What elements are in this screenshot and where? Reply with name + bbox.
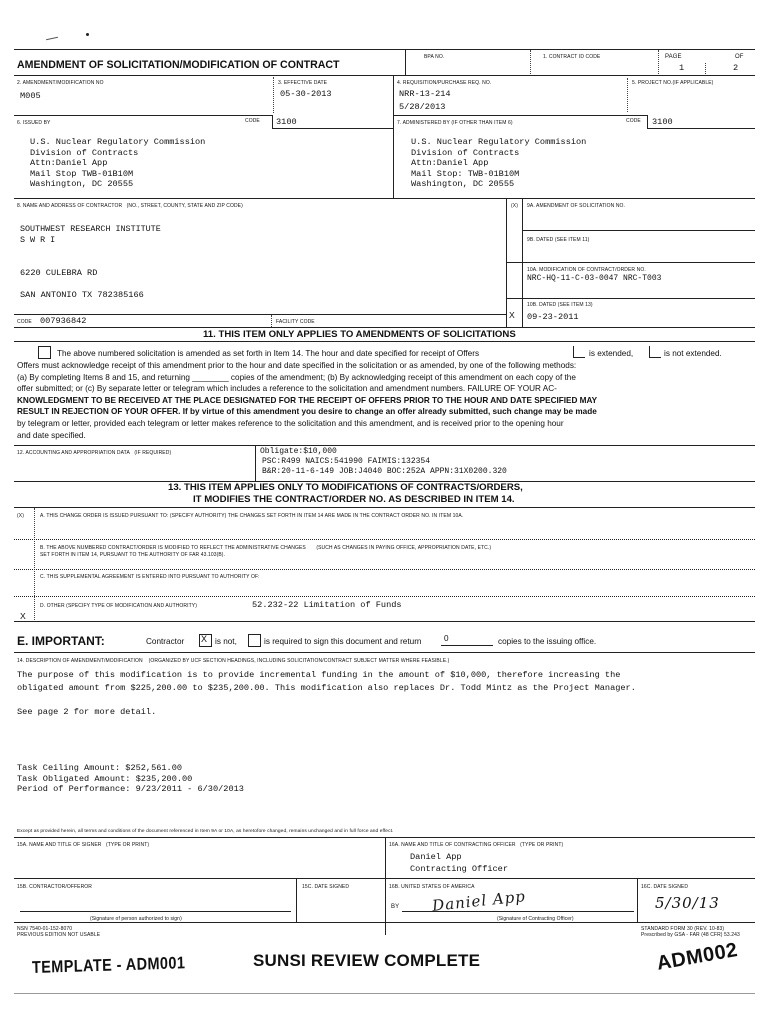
issued-by-address: U.S. Nuclear Regulatory Commission Division of Contracts Attn:Daniel App Mail Stop TWB-01B10M Washington, DC 20555 (30, 137, 206, 189)
l16b-label: 16B. UNITED STATES OF AMERICA (389, 884, 475, 890)
requisition-no: NRR-13-214 (399, 89, 451, 99)
item13-title-2: IT MODIFIES THE CONTRACT/ORDER NO. AS DESCRIBED IN ITEM 14. (193, 494, 515, 505)
accounting-label: 12. ACCOUNTING AND APPROPRIATION DATA (IF REQUIRED) (17, 450, 172, 456)
officer-name: Daniel App (410, 852, 462, 862)
item10a-value: NRC-HQ-11-C-03-0047 NRC-T003 (527, 274, 662, 283)
item11-line1: The above numbered solicitation is amended as set forth in Item 14. The hour and date specified for receipt of Offers (57, 349, 480, 358)
administered-by-address: U.S. Nuclear Regulatory Commission Division of Contracts Attn:Daniel App Mail Stop: TWB-01B10M Washington, DC 20555 (411, 137, 587, 189)
of-label: OF (735, 54, 744, 60)
admin-code-label: CODE (626, 118, 641, 124)
l16b-sub: (Signature of Contracting Officer) (497, 916, 574, 922)
scan-dot (86, 33, 89, 36)
item14-label: 14. DESCRIPTION OF AMENDMENT/MODIFICATION (ORGANIZED BY UCF SECTION HEADINGS, INCLUDING SOLICITATION/CONTRACT SUBJECT MATTER WHERE FEASIBLE.) (17, 658, 450, 664)
item13-d-mark: X (20, 611, 26, 621)
l15b-label: 15B. CONTRACTOR/OFFEROR (17, 884, 92, 890)
issued-code-label: CODE (245, 118, 260, 124)
page-total: 2 (733, 63, 739, 73)
amendment-no-label: 2. AMENDMENT/MODIFICATION NO (17, 80, 104, 86)
contractor-code-label: CODE (17, 319, 32, 325)
bpa-label: BPA NO. (424, 54, 445, 60)
item14-description: The purpose of this modification is to provide incremental funding in the amount of $10,000, therefore increasing the obligated amount from $225,200.00 to $235,200.00. This modification also replaces Dr. Todd Mintz as the Project Manager. See page 2 for more detail. (17, 670, 636, 717)
item9b-label: 9B. DATED (SEE ITEM 11) (527, 237, 590, 243)
contract-id-label: 1. CONTRACT ID CODE (543, 54, 601, 60)
item13-x-label: (X) (17, 513, 24, 519)
scan-mark (46, 37, 58, 40)
item11-body: Offers must acknowledge receipt of this amendment prior to the hour and date specified in the solicitation or as amended, by one of the following methods: (a) By completing Items 8 and 15, and returning ________ copies of the amendment; (b) By acknowledging receipt of this amendment on each copy of the offer submitted; or (c) By separate letter or telegram which includes a reference to the solicitation and amendment numbers. FAILURE OF YOUR AC- KNOWLEDGMENT TO BE RECEIVED AT THE PLACE DESIGNATED FOR THE RECEIPT OF OFFERS PRIOR TO THE HOUR AND DATE SPECIFIED MAY RESULT IN REJECTION OF YOUR OFFER. If by virtue of this amendment you desire to change an offer already submitted, such change may be made by telegram or letter, provided each telegram or letter makes reference to the solicitation and this amendment, and is received prior to the opening hour and date specified. (17, 361, 598, 440)
item-x-label: (X) (511, 203, 518, 209)
extended-text: is extended, (589, 349, 634, 358)
l15a-label: 15A. NAME AND TITLE OF SIGNER (TYPE OR PRINT) (17, 842, 150, 848)
l15b-sub: (Signature of person authorized to sign) (90, 916, 182, 922)
effective-date: 05-30-2013 (280, 89, 332, 99)
contractor-name: SOUTHWEST RESEARCH INSTITUTE S W R I (20, 224, 161, 245)
issued-by-label: 6. ISSUED BY (17, 120, 51, 126)
by-label: BY (391, 904, 400, 910)
is-required-text: is required to sign this document and return (264, 637, 422, 646)
prescribed-text: Prescribed by GSA - FAR (48 CFR) 53.243 (641, 932, 740, 938)
important-contractor: Contractor (146, 637, 185, 646)
is-not-mark: X (201, 634, 208, 644)
item13-d-value: 52.232-22 Limitation of Funds (252, 600, 402, 610)
page-number: 1 (679, 63, 685, 73)
item10a-label: 10A. MODIFICATION OF CONTRACT/ORDER NO. (527, 267, 646, 273)
form-title: AMENDMENT OF SOLICITATION/MODIFICATION OF CONTRACT (17, 59, 340, 71)
amendment-no: M005 (20, 91, 41, 101)
facility-code-label: FACILITY CODE (276, 319, 315, 325)
l16c-label: 16C. DATE SIGNED (641, 884, 689, 890)
item13-b-text-2: SET FORTH IN ITEM 14, PURSUANT TO THE AUTHORITY OF FAR 43.103(B). (40, 552, 226, 558)
item13-d-text: D. OTHER (SPECIFY TYPE OF MODIFICATION AND AUTHORITY) (40, 603, 197, 609)
accounting-data: Obligate:$10,000 PSC:R499 NAICS:541990 FAIMIS:132354 B&R:20-11-6-149 JOB:J4040 BOC:252A APPN:31X0200.320 (260, 447, 507, 476)
contractor-code: 007936842 (40, 316, 87, 326)
nsn-text: NSN 7540-01-152-8070 (17, 926, 73, 932)
extended-checkbox[interactable] (573, 346, 585, 358)
is-required-checkbox[interactable] (248, 634, 261, 647)
not-extended-checkbox[interactable] (649, 346, 661, 358)
admin-code: 3100 (652, 117, 673, 127)
item13-title-1: 13. THIS ITEM APPLIES ONLY TO MODIFICATIONS OF CONTRACTS/ORDERS, (168, 482, 523, 493)
copies-text: copies to the issuing office. (498, 637, 597, 646)
item10b-value: 09-23-2011 (527, 312, 579, 322)
solicitation-amended-checkbox[interactable] (38, 346, 51, 359)
prev-edition-text: PREVIOUS EDITION NOT USABLE (17, 932, 101, 938)
contractor-address-2: SAN ANTONIO TX 782385166 (20, 290, 144, 300)
sunsi-stamp: SUNSI REVIEW COMPLETE (253, 951, 481, 970)
item10-x-mark: X (509, 310, 515, 320)
standard-form-text: STANDARD FORM 30 (REV. 10-83) (641, 926, 725, 932)
item10b-label: 10B. DATED (SEE ITEM 13) (527, 302, 593, 308)
item9a-label: 9A. AMENDMENT OF SOLICITATION NO. (527, 203, 626, 209)
copies-count: 0 (444, 634, 449, 643)
adm-stamp: ADM002 (655, 938, 740, 975)
project-no-label: 5. PROJECT NO.(IF APPLICABLE) (632, 80, 714, 86)
important-label: E. IMPORTANT: (17, 634, 105, 648)
officer-signature: Daniel App (431, 887, 527, 915)
not-extended-text: is not extended. (664, 349, 722, 358)
template-stamp: TEMPLATE - ADM001 (31, 953, 186, 977)
item13-c-text: C. THIS SUPPLEMENTAL AGREEMENT IS ENTERED INTO PURSUANT TO AUTHORITY OF: (40, 574, 260, 580)
effective-date-label: 3. EFFECTIVE DATE (278, 80, 328, 86)
is-not-text: is not, (215, 637, 237, 646)
administered-by-label: 7. ADMINISTERED BY (IF OTHER THAN ITEM 6) (397, 120, 513, 126)
l15c-label: 15C. DATE SIGNED (302, 884, 350, 890)
except-text: Except as provided herein, all terms and conditions of the document referenced in Item 9A or 10A, as heretofore changed, remains unchanged and in full force and effect. (17, 829, 394, 834)
item13-a-text: A. THIS CHANGE ORDER IS ISSUED PURSUANT TO: (SPECIFY AUTHORITY) THE CHANGES SET FORTH IN ITEM 14 ARE MADE IN THE CONTRACT ORDER NO. IN ITEM 10A. (40, 513, 464, 519)
contractor-label: 8. NAME AND ADDRESS OF CONTRACTOR (NO., STREET, COUNTY, STATE AND ZIP CODE) (17, 203, 243, 209)
date-signed: 5/30/13 (655, 894, 720, 912)
item14-amounts: Task Ceiling Amount: $252,561.00 Task Obligated Amount: $235,200.00 Period of Performance: 9/23/2011 - 6/30/2013 (17, 763, 244, 794)
requisition-label: 4. REQUISITION/PURCHASE REQ. NO. (397, 80, 492, 86)
contractor-address-1: 6220 CULEBRA RD (20, 268, 98, 278)
l16a-label: 16A. NAME AND TITLE OF CONTRACTING OFFICER (TYPE OR PRINT) (389, 842, 564, 848)
copies-blank (441, 645, 493, 646)
issued-code: 3100 (276, 117, 297, 127)
requisition-date: 5/28/2013 (399, 102, 446, 112)
officer-title: Contracting Officer (410, 864, 508, 874)
item13-b-text-1: B. THE ABOVE NUMBERED CONTRACT/ORDER IS MODIFIED TO REFLECT THE ADMINISTRATIVE CHANGES (SUCH AS CHANGES IN PAYING OFFICE, APPROPRIATION DATE, ETC.) (40, 545, 492, 551)
page-label: PAGE (665, 54, 682, 60)
item11-title: 11. THIS ITEM ONLY APPLIES TO AMENDMENTS OF SOLICITATIONS (203, 329, 516, 340)
